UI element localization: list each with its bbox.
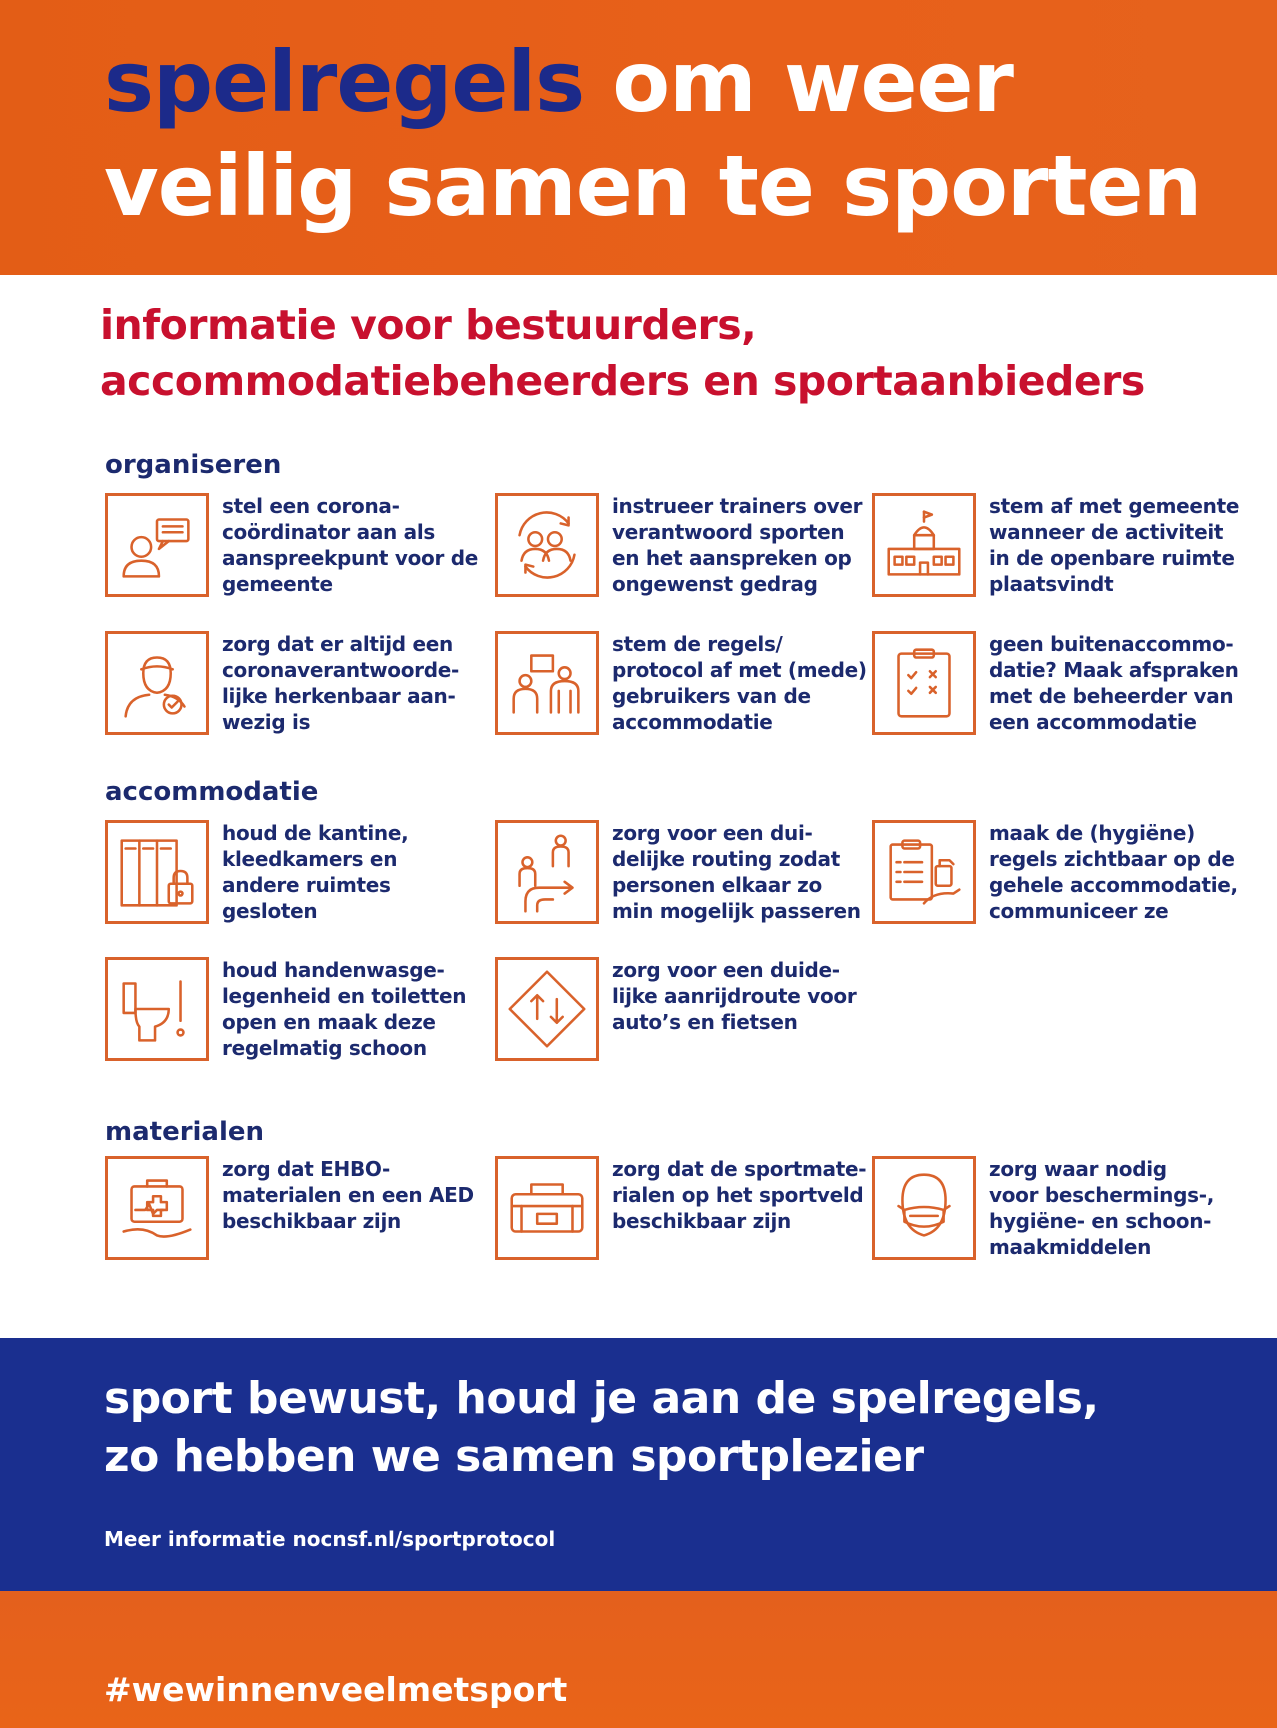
footer-slogan: [104, 1370, 1204, 1486]
item-text: zorg waar nodig voor beschermings-, hygiëne- en schoon- maakmiddelen: [989, 1157, 1215, 1259]
item-protection: [872, 1156, 1242, 1266]
locker-lock-icon: [105, 820, 209, 924]
first-aid-kit-icon: [105, 1156, 209, 1260]
title-line1-rest: om weer: [584, 33, 1013, 131]
group-cycle-icon: [495, 493, 599, 597]
item-text: zorg dat er altijd een coronaverantwoorde- lijke herkenbaar aan- wezig is: [222, 632, 459, 734]
section-heading-accommodatie: accommodatie: [105, 777, 319, 807]
item-text: stel een corona- coördinator aan als aanspreekpunt voor de gemeente: [222, 494, 478, 596]
item-text: zorg dat de sportmate- rialen op het sportveld beschikbaar zijn: [612, 1157, 867, 1233]
item-instruct-trainers: [495, 493, 865, 603]
person-check-icon: [105, 631, 209, 735]
people-board-icon: [495, 631, 599, 735]
item-text: zorg voor een dui- delijke routing zodat personen elkaar zo min mogelijk passeren: [612, 821, 861, 923]
item-routing: [495, 820, 865, 930]
item-text: houd handenwasge- legenheid en toiletten open en maak deze regelmatig schoon: [222, 958, 467, 1060]
item-rules-protocol: [495, 631, 865, 741]
more-info-link[interactable]: Meer informatie nocnsf.nl/sportprotocol: [104, 1527, 556, 1551]
slogan-line1: sport bewust, houd je aan de spelregels,: [104, 1373, 1099, 1424]
clipboard-checklist-icon: [872, 631, 976, 735]
routing-people-icon: [495, 820, 599, 924]
person-speech-icon: [105, 493, 209, 597]
hygiene-clipboard-icon: [872, 820, 976, 924]
item-text: zorg dat EHBO- materialen en een AED beschikbaar zijn: [222, 1157, 474, 1233]
subtitle-line2: accommodatiebeheerders en sportaanbieders: [100, 357, 1145, 405]
item-access-route: [495, 957, 865, 1067]
face-mask-icon: [872, 1156, 976, 1260]
subtitle-line1: informatie voor bestuurders,: [100, 301, 757, 349]
title-accent: spelregels: [104, 33, 585, 131]
item-text: stem af met gemeente wanneer de activiteit in de openbare ruimte plaatsvindt: [989, 494, 1240, 596]
item-responsible-person: [105, 631, 475, 741]
item-corona-coordinator: [105, 493, 478, 603]
traffic-sign-icon: [495, 957, 599, 1061]
item-text: maak de (hygiëne) regels zichtbaar op de gehele accommodatie, communiceer ze: [989, 821, 1238, 923]
item-text: houd de kantine, kleedkamers en andere ruimtes gesloten: [222, 821, 409, 923]
section-heading-materialen: materialen: [105, 1117, 265, 1147]
toilet-alert-icon: [105, 957, 209, 1061]
section-heading-organiseren: organiseren: [105, 450, 282, 480]
item-first-aid: [105, 1156, 475, 1266]
item-hygiene-rules: [872, 820, 1242, 930]
town-hall-icon: [872, 493, 976, 597]
slogan-line2: zo hebben we samen sportplezier: [104, 1431, 924, 1482]
item-sport-materials: [495, 1156, 865, 1266]
item-municipality: [872, 493, 1242, 603]
item-no-outdoor: [872, 631, 1242, 741]
title-line2: veilig samen te sporten: [104, 137, 1202, 235]
item-text: stem de regels/ protocol af met (mede) gebruikers van de accommodatie: [612, 632, 867, 734]
subtitle: [100, 297, 1220, 409]
sports-bag-icon: [495, 1156, 599, 1260]
item-text: geen buitenaccommo- datie? Maak afspraken met de beheerder van een accommodatie: [989, 632, 1239, 734]
item-toilets: [105, 957, 475, 1067]
item-text: instrueer trainers over verantwoord sporten en het aanspreken op ongewenst gedrag: [612, 494, 863, 596]
item-text: zorg voor een duide- lijke aanrijdroute voor auto’s en fietsen: [612, 958, 857, 1034]
page-title: [104, 30, 1201, 238]
item-closed-rooms: [105, 820, 475, 930]
hashtag: #wewinnenveelmetsport: [104, 1670, 568, 1709]
